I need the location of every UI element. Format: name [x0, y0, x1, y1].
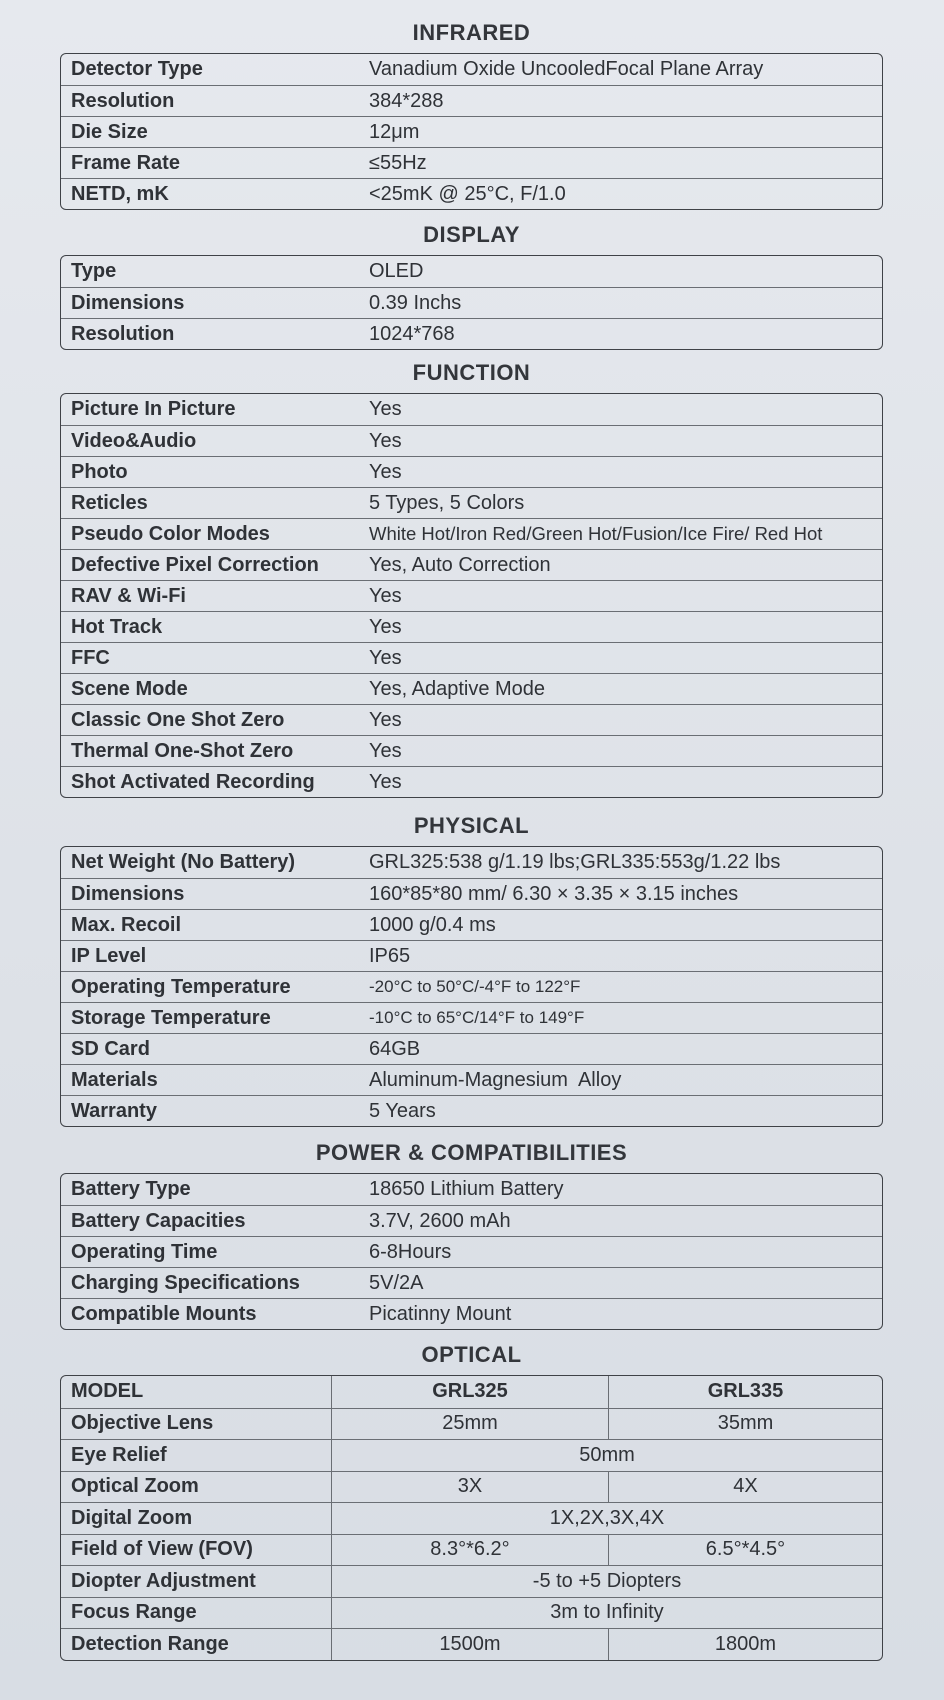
spec-label: Storage Temperature	[71, 1006, 271, 1029]
table-row	[61, 116, 882, 147]
optical-table	[60, 1375, 883, 1661]
spec-value-shared: 3m to Infinity	[331, 1598, 882, 1629]
spec-label: Photo	[71, 460, 128, 483]
spec-label: FFC	[71, 646, 110, 669]
spec-label: Operating Time	[71, 1240, 218, 1263]
spec-label: IP Level	[71, 944, 147, 967]
spec-value: 0.39 Inchs	[369, 291, 462, 314]
table-row	[61, 673, 882, 704]
spec-label: Shot Activated Recording	[71, 770, 315, 793]
spec-label: Field of View (FOV)	[71, 1538, 253, 1561]
spec-value-grl335: 6.5°*4.5°	[608, 1535, 882, 1566]
spec-value: Yes	[369, 739, 402, 762]
function-table	[60, 393, 883, 798]
table-row	[61, 642, 882, 673]
spec-label: Focus Range	[71, 1601, 197, 1624]
spec-label: Net Weight (No Battery)	[71, 851, 296, 873]
spec-label: SD Card	[71, 1037, 150, 1060]
spec-label: Battery Type	[71, 1178, 191, 1200]
table-row	[61, 1628, 882, 1660]
table-row	[61, 1095, 882, 1126]
physical-title: PHYSICAL	[413, 813, 530, 838]
spec-value: 5V/2A	[369, 1271, 424, 1294]
spec-label: Reticles	[71, 491, 148, 514]
table-row	[61, 580, 882, 611]
function-title: FUNCTION	[412, 360, 531, 385]
spec-label: Hot Track	[71, 615, 163, 638]
table-row	[61, 1565, 882, 1597]
table-row	[61, 85, 882, 116]
table-row	[61, 147, 882, 178]
spec-label: Die Size	[71, 120, 148, 143]
spec-label: Warranty	[71, 1099, 157, 1122]
spec-value: Aluminum-Magnesium Alloy	[369, 1068, 622, 1091]
spec-label: Dimensions	[71, 291, 185, 314]
spec-value: Yes, Adaptive Mode	[369, 677, 546, 700]
table-row	[61, 766, 882, 797]
spec-label: Pseudo Color Modes	[71, 522, 270, 545]
spec-value: -20°C to 50°C/-4°F to 122°F	[369, 977, 581, 996]
spec-value: Vanadium Oxide UncooledFocal Plane Array	[369, 58, 764, 80]
table-row	[61, 256, 882, 287]
spec-label: Picture In Picture	[71, 398, 236, 420]
spec-value: 160*85*80 mm/ 6.30 × 3.35 × 3.15 inches	[369, 882, 739, 905]
spec-value: 12μm	[369, 120, 420, 143]
spec-label: Operating Temperature	[71, 975, 291, 998]
spec-value-shared: -5 to +5 Diopters	[331, 1566, 882, 1597]
spec-label: Eye Relief	[71, 1443, 167, 1466]
spec-label: Detector Type	[71, 58, 203, 80]
spec-value-grl325: 8.3°*6.2°	[331, 1535, 608, 1566]
spec-label: Diopter Adjustment	[71, 1569, 256, 1592]
table-row	[61, 847, 882, 878]
table-row	[61, 54, 882, 85]
table-row	[61, 1236, 882, 1267]
spec-value: Yes	[369, 398, 402, 420]
spec-value: 1000 g/0.4 ms	[369, 913, 496, 936]
table-row	[61, 909, 882, 940]
table-row	[61, 1502, 882, 1534]
spec-value-grl325: 1500m	[331, 1629, 608, 1660]
display-title: DISPLAY	[423, 222, 520, 247]
table-row	[61, 1174, 882, 1205]
spec-value-grl335: 35mm	[608, 1409, 882, 1440]
spec-value-grl335: 4X	[608, 1472, 882, 1503]
spec-value-grl325: 3X	[331, 1472, 608, 1503]
spec-label: NETD, mK	[71, 182, 169, 205]
spec-value-shared: 1X,2X,3X,4X	[331, 1503, 882, 1534]
table-row	[61, 878, 882, 909]
spec-label: Dimensions	[71, 882, 185, 905]
table-row	[61, 1597, 882, 1629]
spec-value: Yes	[369, 429, 402, 452]
spec-label: Materials	[71, 1068, 158, 1091]
spec-label: Digital Zoom	[71, 1506, 193, 1529]
table-row	[61, 487, 882, 518]
table-row	[61, 940, 882, 971]
spec-value: Yes	[369, 584, 402, 607]
spec-label: Compatible Mounts	[71, 1302, 257, 1325]
spec-value-shared: 50mm	[331, 1440, 882, 1471]
table-row	[61, 1471, 882, 1503]
table-row	[61, 971, 882, 1002]
spec-label: Battery Capacities	[71, 1209, 246, 1232]
spec-label: Objective Lens	[71, 1412, 214, 1435]
spec-value: Yes	[369, 646, 402, 669]
spec-label: Defective Pixel Correction	[71, 553, 319, 576]
spec-value: ≤55Hz	[369, 151, 427, 174]
spec-value: 5 Years	[369, 1099, 436, 1122]
model-grl325: GRL325	[331, 1376, 608, 1408]
table-row	[61, 456, 882, 487]
table-row	[61, 394, 882, 425]
spec-value: 384*288	[369, 89, 444, 112]
table-row	[61, 1205, 882, 1236]
table-header-row	[61, 1376, 882, 1408]
model-label: MODEL	[71, 1380, 144, 1403]
table-row	[61, 1064, 882, 1095]
spec-label: Frame Rate	[71, 151, 180, 174]
spec-label: Resolution	[71, 322, 175, 345]
spec-label: Type	[71, 260, 117, 282]
table-row	[61, 1033, 882, 1064]
table-row	[61, 1408, 882, 1440]
spec-value: -10°C to 65°C/14°F to 149°F	[369, 1008, 585, 1027]
table-row	[61, 549, 882, 580]
model-grl335: GRL335	[608, 1376, 882, 1408]
spec-label: Thermal One-Shot Zero	[71, 739, 294, 762]
table-row	[61, 178, 882, 209]
table-row	[61, 704, 882, 735]
table-row	[61, 1002, 882, 1033]
spec-value: 6-8Hours	[369, 1240, 452, 1263]
table-row	[61, 1298, 882, 1329]
optical-title: OPTICAL	[421, 1342, 522, 1367]
spec-label: Detection Range	[71, 1632, 229, 1655]
table-row	[61, 1439, 882, 1471]
spec-value-grl325: 25mm	[331, 1409, 608, 1440]
spec-label: Optical Zoom	[71, 1475, 199, 1498]
spec-value: <25mK @ 25°C, F/1.0	[369, 182, 566, 205]
physical-table	[60, 846, 883, 1127]
infrared-title: INFRARED	[412, 20, 531, 45]
display-table	[60, 255, 883, 350]
spec-value: Yes, Auto Correction	[369, 553, 551, 576]
spec-label: Video&Audio	[71, 429, 197, 452]
spec-value: Yes	[369, 770, 402, 793]
spec-value: 64GB	[369, 1037, 421, 1060]
spec-value: Picatinny Mount	[369, 1302, 512, 1325]
spec-value: 3.7V, 2600 mAh	[369, 1209, 511, 1232]
table-row	[61, 611, 882, 642]
spec-value: OLED	[369, 260, 424, 282]
spec-label: Charging Specifications	[71, 1271, 300, 1294]
spec-value: Yes	[369, 460, 402, 483]
spec-value: GRL325:538 g/1.19 lbs;GRL335:553g/1.22 lbs	[369, 851, 781, 873]
power-title: POWER & COMPATIBILITIES	[315, 1140, 628, 1165]
spec-value: 1024*768	[369, 322, 455, 345]
table-row	[61, 518, 882, 549]
table-row	[61, 735, 882, 766]
spec-value: Yes	[369, 708, 402, 731]
spec-label: Max. Recoil	[71, 913, 182, 936]
infrared-table	[60, 53, 883, 210]
spec-label: RAV & Wi-Fi	[71, 584, 186, 607]
table-row	[61, 1267, 882, 1298]
table-row	[61, 1534, 882, 1566]
spec-value: Yes	[369, 615, 402, 638]
power-table	[60, 1173, 883, 1330]
table-row	[61, 287, 882, 318]
spec-value: IP65	[369, 944, 411, 967]
spec-value: 18650 Lithium Battery	[369, 1178, 564, 1200]
spec-value-grl335: 1800m	[608, 1629, 882, 1660]
spec-label: Classic One Shot Zero	[71, 708, 285, 731]
table-row	[61, 318, 882, 349]
spec-label: Resolution	[71, 89, 175, 112]
spec-label: Scene Mode	[71, 677, 188, 700]
spec-value: 5 Types, 5 Colors	[369, 491, 525, 514]
spec-value: White Hot/Iron Red/Green Hot/Fusion/Ice Fire/ Red Hot	[369, 523, 823, 544]
table-row	[61, 425, 882, 456]
